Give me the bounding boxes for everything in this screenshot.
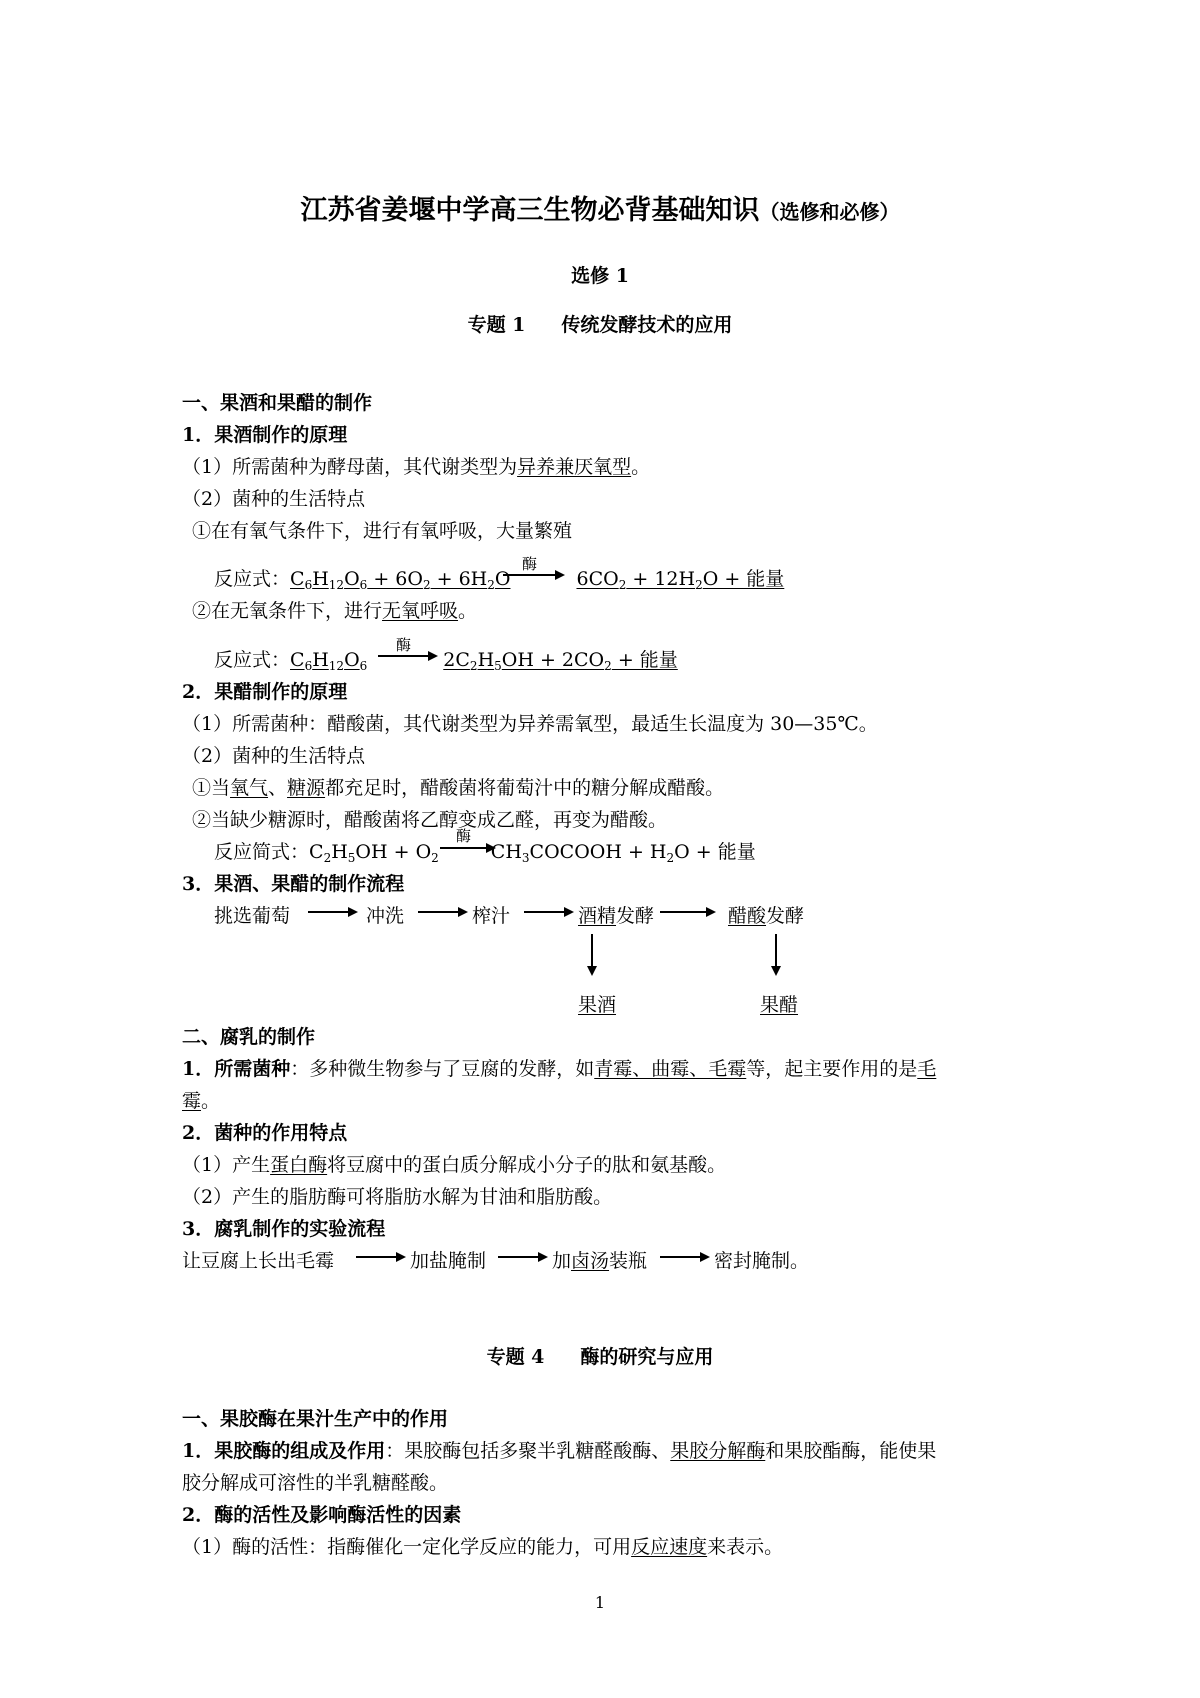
- topic-4-heading: [0, 1342, 1200, 1369]
- topic-label: 专题 1: [467, 314, 526, 336]
- paragraph: ①在有氧气条件下，进行有氧呼吸，大量繁殖: [192, 520, 573, 542]
- flow-arrow-down: [775, 934, 777, 968]
- paragraph: ②当缺少糖源时，醋酸菌将乙醇变成乙醛，再变为醋酸。: [192, 809, 668, 831]
- flow-arrow: [356, 1256, 396, 1258]
- subsection-heading: 3．果酒、果醋的制作流程: [182, 873, 405, 895]
- arrow-head-icon: [564, 907, 574, 917]
- topic-name: 传统发酵技术的应用: [561, 314, 733, 336]
- paragraph: （1）酶的活性：指酶催化一定化学反应的能力，可用反应速度来表示。: [182, 1536, 784, 1558]
- paragraph: （2）菌种的生活特点: [182, 488, 366, 510]
- topic-name: 酶的研究与应用: [580, 1346, 714, 1368]
- subsection-heading: 2．果醋制作的原理: [182, 681, 348, 703]
- section-heading: 一、果胶酶在果汁生产中的作用: [182, 1408, 449, 1430]
- key-term: 异养兼厌氧型: [517, 456, 632, 478]
- flow-arrow-down: [591, 934, 593, 968]
- paragraph: （1）所需菌种：醋酸菌，其代谢类型为异养需氧型，最适生长温度为 30—35℃。: [182, 713, 878, 735]
- paragraph: 1．果胶酶的组成及作用：果胶酶包括多聚半乳糖醛酸酶、果胶分解酶和果胶酯酶，能使果: [182, 1440, 937, 1462]
- section-heading: 一、果酒和果醋的制作: [182, 392, 373, 414]
- flow-step: 挑选葡萄: [214, 905, 291, 927]
- flow-step-acetic-fermentation: 醋酸发酵: [728, 905, 805, 927]
- arrow-head-icon: [706, 907, 716, 917]
- document-title: [0, 188, 1200, 227]
- paragraph: （1）所需菌种为酵母菌，其代谢类型为异养兼厌氧型。: [182, 456, 651, 478]
- flow-output-wine: 果酒: [578, 994, 617, 1016]
- enzyme-label: 酶: [522, 555, 538, 573]
- topic-label: 专题 4: [486, 1346, 545, 1368]
- key-term: 青霉、曲霉、毛霉: [594, 1058, 747, 1080]
- paragraph: 胶分解成可溶性的半乳糖醛酸。: [182, 1472, 449, 1494]
- reaction-arrow: [440, 847, 486, 849]
- reaction-arrow: [503, 574, 555, 576]
- arrow-head-icon: [428, 651, 438, 661]
- section-heading: 二、腐乳的制作: [182, 1026, 316, 1048]
- arrow-head-icon: [538, 1252, 548, 1262]
- flow-output-vinegar: 果醋: [760, 994, 799, 1016]
- paragraph: （1）产生蛋白酶将豆腐中的蛋白质分解成小分子的肽和氨基酸。: [182, 1154, 727, 1176]
- title-main: 江苏省姜堰中学高三生物必背基础知识: [300, 195, 760, 226]
- key-term: 蛋白酶: [270, 1154, 328, 1176]
- arrow-head-icon: [348, 907, 358, 917]
- flow-step: 密封腌制。: [714, 1250, 810, 1272]
- paragraph: ①当氧气、糖源都充足时，醋酸菌将葡萄汁中的糖分解成醋酸。: [192, 777, 725, 799]
- reaction-equation-anaerobic: 反应式：$C_6H_{12}O_6$ $2C_2H_5OH + 2CO_2$ + 能量: [214, 649, 678, 673]
- flow-step: 榨汁: [472, 905, 511, 927]
- paragraph: 1．所需菌种：多种微生物参与了豆腐的发酵，如青霉、曲霉、毛霉等，起主要作用的是毛: [182, 1058, 937, 1080]
- flow-step: 让豆腐上长出毛霉: [182, 1250, 335, 1272]
- flow-step: 加盐腌制: [410, 1250, 487, 1272]
- flow-arrow: [498, 1256, 538, 1258]
- subsection-heading: 1．果酒制作的原理: [182, 424, 348, 446]
- subsection-heading: 2．菌种的作用特点: [182, 1122, 348, 1144]
- enzyme-label: 酶: [456, 827, 472, 845]
- key-term: 无氧呼吸: [382, 600, 459, 622]
- page-number: 1: [594, 1593, 606, 1612]
- flow-step-alcohol-fermentation: 酒精发酵: [578, 905, 655, 927]
- arrow-down-icon: [771, 966, 781, 976]
- flow-arrow: [308, 911, 348, 913]
- reaction-arrow: [378, 655, 428, 657]
- arrow-head-icon: [555, 570, 565, 580]
- arrow-head-icon: [458, 907, 468, 917]
- arrow-down-icon: [587, 966, 597, 976]
- paragraph: （2）产生的脂肪酶可将脂肪水解为甘油和脂肪酸。: [182, 1186, 613, 1208]
- key-term: 果胶分解酶: [670, 1440, 766, 1462]
- key-term: 毛: [917, 1058, 937, 1080]
- paragraph: （2）菌种的生活特点: [182, 745, 366, 767]
- topic-1-heading: [0, 310, 1200, 337]
- paragraph: 霉。: [182, 1090, 221, 1112]
- arrow-head-icon: [486, 843, 496, 853]
- title-suffix: （选修和必修）: [759, 200, 900, 224]
- reaction-equation-aerobic: 反应式：$C_6H_{12}O_6 + 6O_2 + 6H_2O$ $6CO_2 + 12H_2O$ + 能量: [214, 568, 785, 592]
- subsection-heading: 3．腐乳制作的实验流程: [182, 1218, 386, 1240]
- key-term: 糖源: [287, 777, 326, 799]
- subsection-heading: 2．酶的活性及影响酶活性的因素: [182, 1504, 462, 1526]
- paragraph: ②在无氧条件下，进行无氧呼吸。: [192, 600, 478, 622]
- arrow-head-icon: [396, 1252, 406, 1262]
- key-term: 反应速度: [631, 1536, 708, 1558]
- flow-arrow: [418, 911, 458, 913]
- flow-step: 冲洗: [366, 905, 405, 927]
- flow-arrow: [660, 1256, 700, 1258]
- module-title: 选修 1: [571, 265, 629, 287]
- flow-arrow: [524, 911, 564, 913]
- reaction-equation-acetic: 反应简式：$C_2H_5OH + O_2$ $CH_3COCOOH + H_2O$ + 能量: [214, 841, 756, 865]
- arrow-head-icon: [700, 1252, 710, 1262]
- flow-step: 加卤汤装瓶: [552, 1250, 648, 1272]
- flow-arrow: [660, 911, 706, 913]
- enzyme-label: 酶: [396, 636, 412, 654]
- key-term: 氧气: [230, 777, 269, 799]
